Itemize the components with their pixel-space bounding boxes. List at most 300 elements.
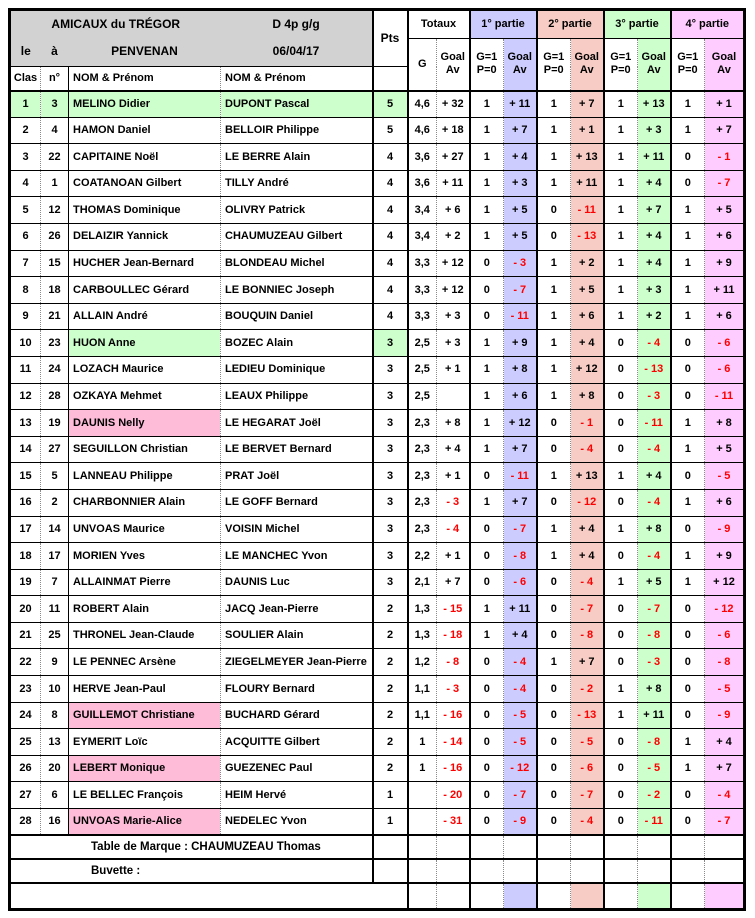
games-won-cell: 1 [408,729,437,756]
table-row [10,729,745,756]
table-row [10,782,745,809]
p1-goal-cell: + 8 [504,356,537,383]
p4-goal-cell: + 7 [705,117,745,144]
goal-average-cell: + 3 [437,330,470,357]
games-won-cell: 2,2 [408,543,437,570]
rank-cell: 27 [10,782,41,809]
goal-average-cell: - 18 [437,622,470,649]
p1-goal-cell: + 11 [504,91,537,118]
rank-cell: 1 [10,91,41,118]
p1-win-cell: 1 [470,197,504,224]
player2-name: LEDIEU Dominique [221,356,373,383]
p3-win-cell: 0 [604,436,638,463]
table-row [10,676,745,703]
draw-number-cell: 24 [41,356,69,383]
player1-name: LE PENNEC Arsène [69,649,221,676]
player1-name: THOMAS Dominique [69,197,221,224]
p2-goal-cell: + 5 [571,277,604,304]
player1-name: HUON Anne [69,330,221,357]
draw-number-cell: 5 [41,463,69,490]
player1-name: MORIEN Yves [69,543,221,570]
p4-goal-cell: + 9 [705,543,745,570]
p2-goal-cell: + 1 [571,117,604,144]
p1-win-cell: 0 [470,543,504,570]
p3-goal-cell: - 11 [638,809,671,836]
p3-goal-cell: - 2 [638,782,671,809]
table-row [10,702,745,729]
rank-cell: 25 [10,729,41,756]
p3-goal-cell: + 5 [638,569,671,596]
p3-win-cell: 0 [604,330,638,357]
number-column-header: n° [41,67,69,91]
p3-win-cell: 1 [604,277,638,304]
p4-win-header: G=1 P=0 [671,39,705,91]
goal-average-cell: - 14 [437,729,470,756]
goal-average-cell: + 12 [437,250,470,277]
player2-name: LEAUX Philippe [221,383,373,410]
p4-goal-cell: + 8 [705,410,745,437]
draw-number-cell: 14 [41,516,69,543]
table-row [10,436,745,463]
p4-win-cell: 0 [671,170,705,197]
goal-average-cell: + 6 [437,197,470,224]
p4-goal-cell: + 6 [705,223,745,250]
games-won-cell: 3,4 [408,223,437,250]
points-cell: 3 [373,383,408,410]
buvette-label: Buvette : [10,859,373,883]
goal-average-cell: + 1 [437,356,470,383]
p1-win-cell: 1 [470,356,504,383]
event-title: D 4p g/g [221,10,373,39]
p4-win-cell: 0 [671,463,705,490]
games-won-cell [408,809,437,836]
player1-name: HAMON Daniel [69,117,221,144]
p2-goal-cell: - 1 [571,410,604,437]
date-label: 06/04/17 [221,39,373,67]
p3-win-cell: 1 [604,569,638,596]
games-won-cell: 3,3 [408,303,437,330]
draw-number-cell: 1 [41,170,69,197]
points-cell: 2 [373,676,408,703]
points-cell: 2 [373,755,408,782]
draw-number-cell: 7 [41,569,69,596]
partie3-color-swatch [638,883,671,909]
p1-win-cell: 1 [470,117,504,144]
p4-goal-cell: - 9 [705,702,745,729]
p2-win-cell: 0 [537,729,571,756]
p4-goal-cell: - 6 [705,356,745,383]
player2-name: FLOURY Bernard [221,676,373,703]
goal-average-cell: + 2 [437,223,470,250]
games-won-cell: 2,5 [408,356,437,383]
games-won-cell: 1 [408,755,437,782]
p1-win-cell: 0 [470,569,504,596]
p1-goal-cell: - 12 [504,755,537,782]
p4-win-cell: 1 [671,250,705,277]
draw-number-cell: 28 [41,383,69,410]
table-row [10,144,745,171]
draw-number-cell: 9 [41,649,69,676]
p2-goal-cell: + 4 [571,543,604,570]
p2-goal-cell: + 12 [571,356,604,383]
standings-table [8,8,746,911]
points-cell: 3 [373,356,408,383]
p2-win-cell: 1 [537,330,571,357]
rank-cell: 22 [10,649,41,676]
p1-win-cell: 1 [470,410,504,437]
p4-goal-cell: + 9 [705,250,745,277]
points-cell: 2 [373,649,408,676]
p2-goal-cell: - 13 [571,702,604,729]
player2-name: LE MANCHEC Yvon [221,543,373,570]
p1-goal-header: Goal Av [504,39,537,91]
p4-win-cell: 0 [671,383,705,410]
p3-win-header: G=1 P=0 [604,39,638,91]
p1-goal-cell: - 8 [504,543,537,570]
draw-number-cell: 23 [41,330,69,357]
goal-average-cell: - 3 [437,489,470,516]
p1-goal-cell: - 5 [504,729,537,756]
player2-name: LE HEGARAT Joël [221,410,373,437]
draw-number-cell: 16 [41,809,69,836]
p2-goal-cell: - 4 [571,809,604,836]
p2-win-cell: 0 [537,197,571,224]
partie3-header: 3° partie [604,10,671,39]
p1-win-header: G=1 P=0 [470,39,504,91]
points-cell: 3 [373,516,408,543]
rank-cell: 23 [10,676,41,703]
player2-name: OLIVRY Patrick [221,197,373,224]
points-cell: 4 [373,170,408,197]
p4-goal-cell: + 1 [705,91,745,118]
table-row [10,250,745,277]
p1-goal-cell: - 4 [504,649,537,676]
player1-name: CARBOULLEC Gérard [69,277,221,304]
p2-goal-cell: - 13 [571,223,604,250]
games-won-cell: 1,3 [408,596,437,623]
rank-cell: 16 [10,489,41,516]
points-cell: 3 [373,463,408,490]
player1-name: COATANOAN Gilbert [69,170,221,197]
rank-cell: 5 [10,197,41,224]
p3-win-cell: 0 [604,622,638,649]
rank-cell: 6 [10,223,41,250]
p4-goal-cell: - 8 [705,649,745,676]
goal-average-cell [437,383,470,410]
p3-win-cell: 1 [604,516,638,543]
player1-name: HUCHER Jean-Bernard [69,250,221,277]
p3-win-cell: 1 [604,303,638,330]
player1-name: ALLAIN André [69,303,221,330]
table-row [10,649,745,676]
p1-goal-cell: - 11 [504,303,537,330]
buvette-row [10,859,745,883]
p4-goal-cell: - 7 [705,170,745,197]
p1-win-cell: 0 [470,250,504,277]
color-legend-row [10,883,745,909]
player1-name: LE BELLEC François [69,782,221,809]
points-cell: 4 [373,303,408,330]
p3-goal-cell: + 7 [638,197,671,224]
draw-number-cell: 2 [41,489,69,516]
rank-cell: 4 [10,170,41,197]
rank-cell: 13 [10,410,41,437]
table-row [10,410,745,437]
p4-goal-cell: + 4 [705,729,745,756]
player1-name: LOZACH Maurice [69,356,221,383]
points-cell: 2 [373,622,408,649]
p2-goal-cell: + 4 [571,516,604,543]
p1-win-cell: 0 [470,277,504,304]
p3-win-cell: 1 [604,223,638,250]
p2-goal-cell: - 12 [571,489,604,516]
p3-goal-cell: - 7 [638,596,671,623]
totals-header: Totaux [408,10,470,39]
p4-goal-cell: - 12 [705,596,745,623]
table-row [10,489,745,516]
p2-win-cell: 0 [537,569,571,596]
p1-win-cell: 1 [470,383,504,410]
p1-win-cell: 1 [470,489,504,516]
points-cell: 3 [373,543,408,570]
p2-goal-cell: - 11 [571,197,604,224]
rank-cell: 12 [10,383,41,410]
player2-name: JACQ Jean-Pierre [221,596,373,623]
p1-win-cell: 1 [470,596,504,623]
p1-goal-cell: - 9 [504,809,537,836]
rank-cell: 28 [10,809,41,836]
p4-win-cell: 1 [671,223,705,250]
p3-goal-cell: - 5 [638,755,671,782]
player2-name: TILLY André [221,170,373,197]
p1-goal-cell: + 4 [504,622,537,649]
p2-goal-cell: + 11 [571,170,604,197]
p3-win-cell: 1 [604,197,638,224]
p1-goal-cell: - 4 [504,676,537,703]
points-cell: 2 [373,596,408,623]
p4-goal-cell: - 4 [705,782,745,809]
points-cell: 4 [373,144,408,171]
p4-win-cell: 1 [671,117,705,144]
player2-name: BLONDEAU Michel [221,250,373,277]
p3-win-cell: 1 [604,250,638,277]
p3-goal-cell: - 4 [638,330,671,357]
table-row [10,569,745,596]
p4-win-cell: 0 [671,356,705,383]
games-won-cell: 3,3 [408,277,437,304]
p4-goal-cell: + 7 [705,755,745,782]
goal-average-cell: - 31 [437,809,470,836]
p3-win-cell: 1 [604,170,638,197]
p1-win-cell: 1 [470,91,504,118]
draw-number-cell: 6 [41,782,69,809]
p4-win-cell: 1 [671,489,705,516]
draw-number-cell: 26 [41,223,69,250]
p3-goal-cell: + 4 [638,463,671,490]
p3-goal-cell: - 3 [638,383,671,410]
table-row [10,596,745,623]
p2-win-cell: 0 [537,782,571,809]
games-won-cell: 4,6 [408,117,437,144]
p3-goal-cell: - 4 [638,543,671,570]
p2-goal-header: Goal Av [571,39,604,91]
p2-win-cell: 0 [537,702,571,729]
games-won-cell: 1,1 [408,676,437,703]
p3-goal-cell: - 4 [638,436,671,463]
goal-average-cell: - 16 [437,702,470,729]
games-won-cell: 1,1 [408,702,437,729]
draw-number-cell: 18 [41,277,69,304]
player2-name: LE BERVET Bernard [221,436,373,463]
rank-cell: 9 [10,303,41,330]
player1-name: ALLAINMAT Pierre [69,569,221,596]
p2-win-cell: 1 [537,117,571,144]
table-de-marque-label: Table de Marque : CHAUMUZEAU Thomas [10,835,373,859]
p3-goal-cell: - 8 [638,622,671,649]
goal-average-cell: + 11 [437,170,470,197]
p2-goal-cell: - 7 [571,596,604,623]
standings-body [10,91,745,836]
p1-win-cell: 1 [470,144,504,171]
p2-win-cell: 1 [537,356,571,383]
p2-goal-cell: - 4 [571,569,604,596]
p3-win-cell: 0 [604,729,638,756]
table-row [10,197,745,224]
table-row [10,330,745,357]
p4-win-cell: 0 [671,649,705,676]
player2-name: DAUNIS Luc [221,569,373,596]
player1-name: CAPITAINE Noël [69,144,221,171]
draw-number-cell: 17 [41,543,69,570]
p1-win-cell: 0 [470,729,504,756]
games-won-cell: 3,4 [408,197,437,224]
games-won-cell: 2,3 [408,489,437,516]
goal-average-header: Goal Av [437,39,470,91]
p1-goal-cell: - 3 [504,250,537,277]
p2-win-cell: 1 [537,170,571,197]
rank-cell: 15 [10,463,41,490]
draw-number-cell: 3 [41,91,69,118]
p4-win-cell: 1 [671,303,705,330]
p4-win-cell: 1 [671,197,705,224]
p1-win-cell: 0 [470,463,504,490]
p3-goal-cell: + 11 [638,702,671,729]
p2-goal-cell: + 13 [571,463,604,490]
draw-number-cell: 21 [41,303,69,330]
p1-win-cell: 0 [470,516,504,543]
goal-average-cell: + 18 [437,117,470,144]
goal-average-cell: + 4 [437,436,470,463]
goal-average-cell: - 8 [437,649,470,676]
p1-goal-cell: - 7 [504,782,537,809]
goal-average-cell: + 1 [437,543,470,570]
p1-goal-cell: + 5 [504,223,537,250]
draw-number-cell: 12 [41,197,69,224]
p2-goal-cell: + 13 [571,144,604,171]
player2-name: HEIM Hervé [221,782,373,809]
games-won-cell [408,782,437,809]
p3-goal-cell: + 3 [638,277,671,304]
p3-goal-cell: + 3 [638,117,671,144]
p1-win-cell: 0 [470,649,504,676]
p1-goal-cell: + 12 [504,410,537,437]
p2-goal-cell: + 2 [571,250,604,277]
p3-win-cell: 0 [604,809,638,836]
p4-win-cell: 1 [671,543,705,570]
player1-name: MELINO Didier [69,91,221,118]
points-header-spacer [373,67,408,91]
le-label: le [10,39,41,67]
p3-goal-cell: + 13 [638,91,671,118]
p4-win-cell: 1 [671,569,705,596]
rank-cell: 19 [10,569,41,596]
p3-goal-cell: - 3 [638,649,671,676]
p2-win-cell: 1 [537,463,571,490]
player1-name: GUILLEMOT Christiane [69,702,221,729]
p2-win-cell: 1 [537,516,571,543]
p1-win-cell: 1 [470,330,504,357]
p3-goal-cell: + 2 [638,303,671,330]
p3-win-cell: 1 [604,144,638,171]
goal-average-cell: + 1 [437,463,470,490]
player1-name: DAUNIS Nelly [69,410,221,437]
table-row [10,463,745,490]
table-row [10,356,745,383]
table-row [10,543,745,570]
draw-number-cell: 4 [41,117,69,144]
player1-name: DELAIZIR Yannick [69,223,221,250]
p2-win-cell: 1 [537,303,571,330]
draw-number-cell: 20 [41,755,69,782]
player1-name: UNVOAS Marie-Alice [69,809,221,836]
p4-goal-cell: - 9 [705,516,745,543]
p4-win-cell: 0 [671,596,705,623]
p1-win-cell: 1 [470,170,504,197]
p3-goal-cell: - 8 [638,729,671,756]
p4-win-cell: 1 [671,410,705,437]
p2-goal-cell: + 8 [571,383,604,410]
p2-win-header: G=1 P=0 [537,39,571,91]
games-won-cell: 2,5 [408,383,437,410]
draw-number-cell: 11 [41,596,69,623]
p4-goal-cell: + 11 [705,277,745,304]
results-sheet [8,8,746,911]
p3-win-cell: 1 [604,702,638,729]
p4-goal-cell: - 6 [705,330,745,357]
rank-cell: 3 [10,144,41,171]
player2-name: LE GOFF Bernard [221,489,373,516]
games-won-cell: 2,1 [408,569,437,596]
table-row [10,223,745,250]
p2-win-cell: 0 [537,436,571,463]
p4-win-cell: 0 [671,809,705,836]
a-label: à [41,39,69,67]
player2-name: GUEZENEC Paul [221,755,373,782]
p3-win-cell: 1 [604,117,638,144]
p4-goal-cell: - 1 [705,144,745,171]
p4-win-cell: 0 [671,516,705,543]
p4-goal-cell: + 6 [705,303,745,330]
rank-cell: 14 [10,436,41,463]
player2-name: SOULIER Alain [221,622,373,649]
rank-cell: 21 [10,622,41,649]
p4-goal-cell: - 5 [705,463,745,490]
p2-goal-cell: - 4 [571,436,604,463]
p3-goal-cell: + 11 [638,144,671,171]
p3-goal-cell: - 13 [638,356,671,383]
goal-average-cell: - 16 [437,755,470,782]
rank-column-header: Clas [10,67,41,91]
